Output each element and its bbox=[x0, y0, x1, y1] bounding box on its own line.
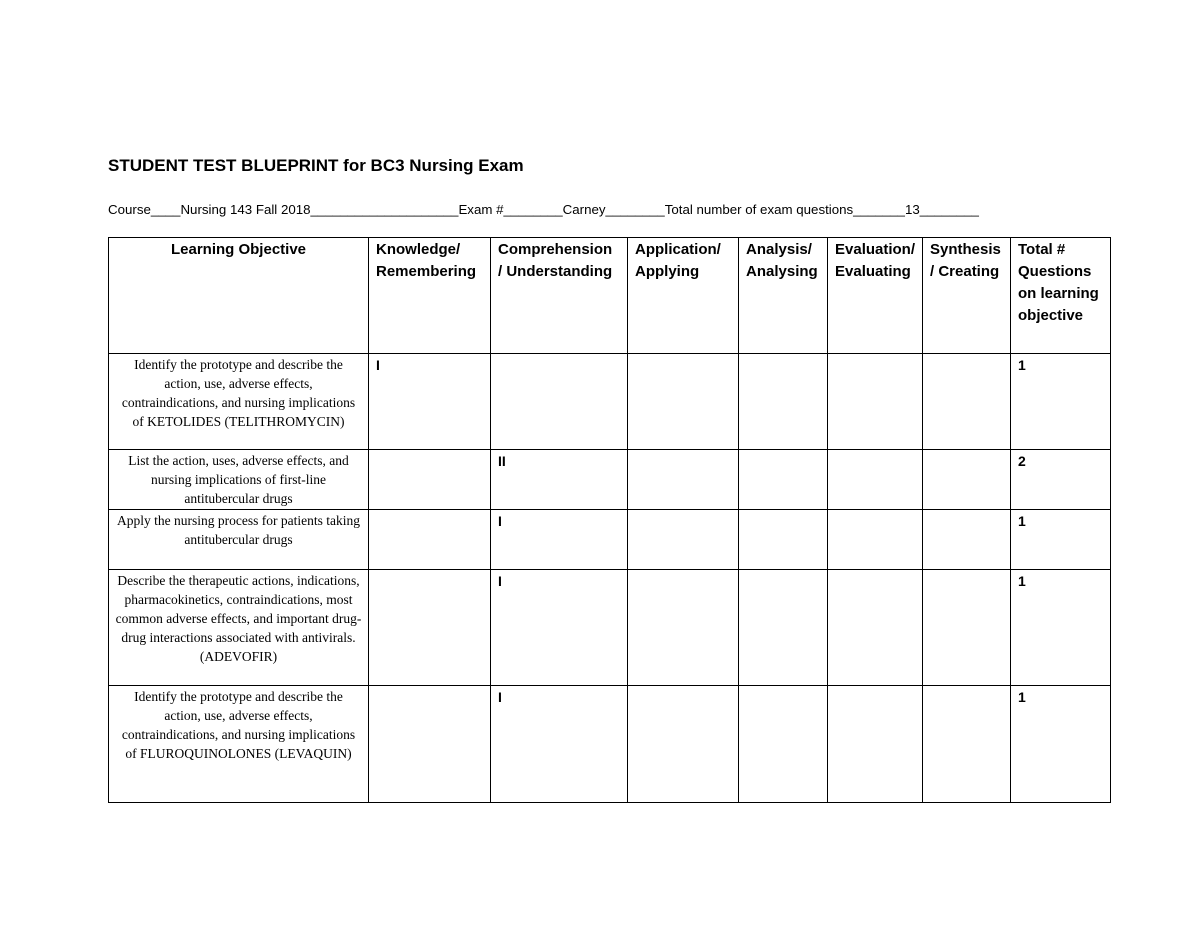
table-row bbox=[109, 570, 1111, 686]
table-row bbox=[109, 510, 1111, 570]
analysis-cell bbox=[739, 510, 828, 570]
table-row bbox=[109, 450, 1111, 510]
application-cell bbox=[628, 510, 739, 570]
course-info-line: Course____Nursing 143 Fall 2018____________________Exam #________Carney________Total number of exam questions_______13________ bbox=[108, 202, 979, 217]
application-cell bbox=[628, 354, 739, 450]
comprehension-cell: II bbox=[491, 450, 628, 510]
header-application: Application/ Applying bbox=[628, 238, 739, 354]
synthesis-cell bbox=[923, 510, 1011, 570]
total-cell: 1 bbox=[1011, 686, 1111, 803]
analysis-cell bbox=[739, 570, 828, 686]
objective-cell: Describe the therapeutic actions, indications, pharmacokinetics, contraindications, most common adverse effects, and important drug-drug interactions associated with antivirals. (ADEVOFIR) bbox=[109, 570, 369, 686]
evaluation-cell bbox=[828, 510, 923, 570]
knowledge-cell bbox=[369, 570, 491, 686]
header-total: Total # Questions on learning objective bbox=[1011, 238, 1111, 354]
evaluation-cell bbox=[828, 450, 923, 510]
comprehension-cell bbox=[491, 354, 628, 450]
knowledge-cell: I bbox=[369, 354, 491, 450]
application-cell bbox=[628, 450, 739, 510]
analysis-cell bbox=[739, 686, 828, 803]
document-title: STUDENT TEST BLUEPRINT for BC3 Nursing Exam bbox=[108, 156, 524, 175]
header-knowledge: Knowledge/ Remembering bbox=[369, 238, 491, 354]
header-analysis: Analysis/ Analysing bbox=[739, 238, 828, 354]
knowledge-cell bbox=[369, 686, 491, 803]
table-header-row bbox=[109, 238, 1111, 354]
synthesis-cell bbox=[923, 570, 1011, 686]
analysis-cell bbox=[739, 354, 828, 450]
objective-cell: Apply the nursing process for patients taking antitubercular drugs bbox=[109, 510, 369, 570]
comprehension-cell: I bbox=[491, 686, 628, 803]
evaluation-cell bbox=[828, 686, 923, 803]
synthesis-cell bbox=[923, 450, 1011, 510]
header-evaluation: Evaluation/ Evaluating bbox=[828, 238, 923, 354]
header-comprehension: Comprehension / Understanding bbox=[491, 238, 628, 354]
application-cell bbox=[628, 686, 739, 803]
blueprint-table bbox=[108, 237, 1111, 803]
knowledge-cell bbox=[369, 450, 491, 510]
evaluation-cell bbox=[828, 354, 923, 450]
total-cell: 1 bbox=[1011, 354, 1111, 450]
evaluation-cell bbox=[828, 570, 923, 686]
total-cell: 2 bbox=[1011, 450, 1111, 510]
knowledge-cell bbox=[369, 510, 491, 570]
comprehension-cell: I bbox=[491, 570, 628, 686]
objective-cell: Identify the prototype and describe the action, use, adverse effects, contraindications, and nursing implications of KETOLIDES (TELITHROMYCIN) bbox=[109, 354, 369, 450]
header-synthesis: Synthesis / Creating bbox=[923, 238, 1011, 354]
synthesis-cell bbox=[923, 354, 1011, 450]
objective-cell: Identify the prototype and describe the action, use, adverse effects, contraindications, and nursing implications of FLUROQUINOLONES (LEVAQUIN) bbox=[109, 686, 369, 803]
header-learning-objective: Learning Objective bbox=[109, 238, 369, 354]
comprehension-cell: I bbox=[491, 510, 628, 570]
synthesis-cell bbox=[923, 686, 1011, 803]
application-cell bbox=[628, 570, 739, 686]
table-row bbox=[109, 354, 1111, 450]
table-row bbox=[109, 686, 1111, 803]
total-cell: 1 bbox=[1011, 510, 1111, 570]
objective-cell: List the action, uses, adverse effects, and nursing implications of first-line antitubercular drugs bbox=[109, 450, 369, 510]
total-cell: 1 bbox=[1011, 570, 1111, 686]
analysis-cell bbox=[739, 450, 828, 510]
